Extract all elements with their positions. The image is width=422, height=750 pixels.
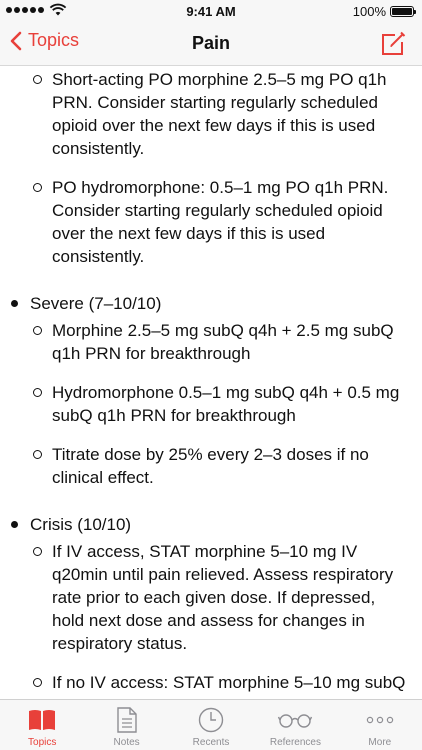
- guideline-list: [0, 68, 422, 733]
- bullet-hollow-icon: [33, 326, 42, 335]
- battery-icon: [390, 6, 414, 17]
- bullet-hollow-icon: [33, 183, 42, 192]
- page-title: Pain: [191, 33, 230, 53]
- list-item-text: If IV access, STAT morphine 5–10 mg IV q20min until pain relieved. Assess respiratory rate prior to each given dose. If depressed, hold next dose and assess for changes in respiratory status.: [52, 542, 394, 653]
- battery-indicator: [353, 4, 414, 19]
- list-item-text: Short-acting PO morphine 2.5–5 mg PO q1h PRN. Consider starting regularly scheduled opioid over the next few days if this is used consistently.: [52, 70, 387, 158]
- tab-recents-label: Recents: [192, 737, 230, 748]
- battery-percent: 100%: [352, 4, 386, 19]
- tab-topics-label: Topics: [28, 737, 57, 748]
- list-item-heading: [0, 292, 422, 315]
- bullet-hollow-icon: [33, 678, 42, 687]
- bullet-hollow-icon: [33, 547, 42, 556]
- book-icon: [28, 709, 56, 731]
- list-item: [0, 443, 422, 489]
- tab-more-label: More: [368, 737, 392, 748]
- bullet-hollow-icon: [33, 388, 42, 397]
- list-item-text: PO hydromorphone: 0.5–1 mg PO q1h PRN. Consider starting regularly scheduled opioid over the next few days if this is used consistently.: [52, 178, 389, 266]
- status-time: 9:41 AM: [186, 4, 236, 19]
- navigation-bar: [0, 22, 422, 66]
- list-item: [0, 176, 422, 268]
- battery-fill: [392, 8, 412, 15]
- tab-bar: [0, 699, 422, 750]
- bullet-hollow-icon: [33, 75, 42, 84]
- tab-references-label: References: [269, 737, 321, 748]
- tab-topics[interactable]: [0, 700, 84, 750]
- tab-references[interactable]: [253, 700, 337, 750]
- tab-notes-label: Notes: [113, 737, 140, 748]
- notes-icon: [117, 707, 137, 733]
- clock-icon: [198, 707, 224, 733]
- bullet-hollow-icon: [33, 450, 42, 459]
- bullet-filled-icon: [11, 300, 18, 307]
- list-item-text: Titrate dose by 25% every 2–3 doses if no clinical effect.: [52, 445, 369, 487]
- tab-more[interactable]: [338, 700, 422, 750]
- back-button-label: Topics: [28, 30, 80, 50]
- list-item-text: Morphine 2.5–5 mg subQ q4h + 2.5 mg subQ q1h PRN for breakthrough: [52, 321, 394, 363]
- compose-icon: [380, 31, 406, 57]
- bullet-filled-icon: [11, 521, 18, 528]
- more-icon: [366, 716, 394, 724]
- tab-recents[interactable]: [169, 700, 253, 750]
- list-item-text: Severe (7–10/10): [30, 294, 162, 313]
- list-item-text: Hydromorphone 0.5–1 mg subQ q4h + 0.5 mg subQ q1h PRN for breakthrough: [52, 383, 400, 425]
- list-item-text: Crisis (10/10): [30, 515, 132, 534]
- content-area[interactable]: [0, 66, 422, 699]
- list-item-heading: [0, 513, 422, 536]
- list-item: [0, 319, 422, 365]
- list-item-text: If no IV access: STAT morphine 5–10 mg subQ: [52, 673, 406, 692]
- tab-notes[interactable]: [84, 700, 168, 750]
- glasses-icon: [278, 712, 312, 728]
- status-bar: [0, 0, 422, 22]
- list-item: [0, 68, 422, 160]
- list-item: [0, 381, 422, 427]
- compose-button[interactable]: [380, 31, 406, 62]
- list-item: [0, 540, 422, 655]
